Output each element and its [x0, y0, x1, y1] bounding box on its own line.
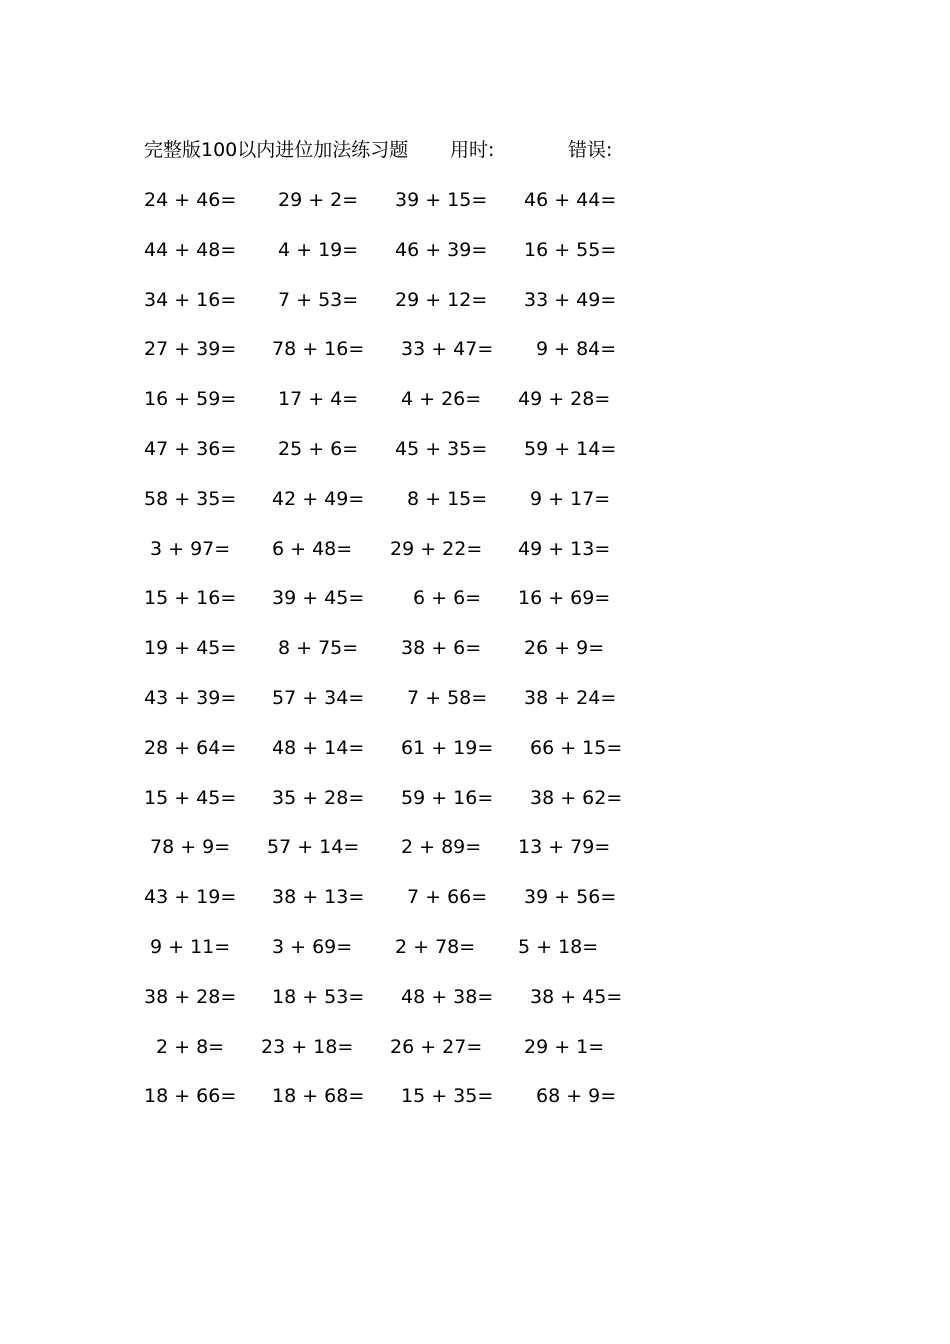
addition-problem: 6 + 6= [413, 587, 482, 610]
addition-problem: 4 + 19= [278, 238, 359, 261]
addition-problem: 24 + 46= [144, 189, 237, 211]
addition-problem: 29 + 2= [278, 189, 359, 211]
addition-problem: 7 + 58= [407, 686, 488, 709]
addition-problem: 16 + 69= [518, 587, 611, 610]
problem-row [0, 286, 950, 336]
addition-problem: 38 + 24= [524, 686, 617, 709]
addition-problem: 2 + 78= [395, 935, 476, 958]
problem-row [0, 883, 950, 933]
problem-row [0, 485, 950, 535]
addition-problem: 49 + 13= [518, 537, 611, 560]
addition-problem: 2 + 89= [401, 836, 482, 859]
addition-problem: 3 + 97= [150, 537, 231, 560]
addition-problem: 57 + 34= [272, 686, 365, 709]
problem-row [0, 634, 950, 684]
problem-row [0, 833, 950, 883]
addition-problem: 34 + 16= [144, 288, 237, 311]
addition-problem: 78 + 16= [272, 338, 365, 361]
addition-problem: 28 + 64= [144, 736, 237, 759]
problem-row [0, 385, 950, 435]
problem-row [0, 734, 950, 784]
addition-problem: 9 + 84= [536, 338, 617, 361]
addition-problem: 29 + 22= [390, 537, 483, 560]
addition-problem: 8 + 75= [278, 637, 359, 660]
addition-problem: 15 + 35= [401, 1085, 494, 1108]
addition-problem: 13 + 79= [518, 836, 611, 859]
addition-problem: 2 + 8= [156, 1035, 225, 1058]
addition-problem: 7 + 66= [407, 886, 488, 909]
addition-problem: 38 + 28= [144, 985, 237, 1008]
addition-problem: 18 + 66= [144, 1085, 237, 1108]
time-used-label: 用时: [450, 139, 495, 161]
problem-row [0, 1033, 950, 1083]
addition-problem: 45 + 35= [395, 437, 488, 460]
problem-row [0, 335, 950, 385]
addition-problem: 9 + 17= [530, 487, 611, 510]
addition-problem: 44 + 48= [144, 238, 237, 261]
addition-problem: 6 + 48= [272, 537, 353, 560]
addition-problem: 38 + 45= [530, 985, 623, 1008]
addition-problem: 29 + 1= [524, 1035, 605, 1058]
addition-problem: 23 + 18= [261, 1035, 354, 1058]
addition-problem: 18 + 53= [272, 985, 365, 1008]
problem-row [0, 1082, 950, 1132]
problem-row [0, 933, 950, 983]
addition-problem: 7 + 53= [278, 288, 359, 311]
addition-problem: 43 + 39= [144, 686, 237, 709]
addition-problem: 39 + 56= [524, 886, 617, 909]
problem-row [0, 236, 950, 286]
addition-problem: 38 + 6= [401, 637, 482, 660]
addition-problem: 42 + 49= [272, 487, 365, 510]
addition-problem: 15 + 16= [144, 587, 237, 610]
addition-problem: 58 + 35= [144, 487, 237, 510]
addition-problem: 48 + 14= [272, 736, 365, 759]
worksheet-title: 完整版100以内进位加法练习题 [144, 139, 409, 161]
addition-problem: 68 + 9= [536, 1085, 617, 1108]
addition-problem: 8 + 15= [407, 487, 488, 510]
addition-problem: 16 + 55= [524, 238, 617, 261]
addition-problem: 57 + 14= [267, 836, 360, 859]
addition-problem: 16 + 59= [144, 388, 237, 411]
problem-row [0, 684, 950, 734]
addition-problem: 18 + 68= [272, 1085, 365, 1108]
addition-problem: 39 + 45= [272, 587, 365, 610]
problem-row [0, 186, 950, 236]
addition-problem: 59 + 16= [401, 786, 494, 809]
addition-problem: 46 + 44= [524, 189, 617, 211]
addition-problem: 33 + 47= [401, 338, 494, 361]
addition-problem: 15 + 45= [144, 786, 237, 809]
addition-problem: 26 + 27= [390, 1035, 483, 1058]
addition-problem: 43 + 19= [144, 886, 237, 909]
error-count-label: 错误: [568, 139, 613, 161]
addition-problem: 25 + 6= [278, 437, 359, 460]
addition-problem: 29 + 12= [395, 288, 488, 311]
problem-row [0, 535, 950, 585]
addition-problem: 49 + 28= [518, 388, 611, 411]
addition-problem: 38 + 13= [272, 886, 365, 909]
problem-row [0, 784, 950, 834]
addition-problem: 46 + 39= [395, 238, 488, 261]
addition-problem: 17 + 4= [278, 388, 359, 411]
addition-problem: 78 + 9= [150, 836, 231, 859]
addition-problem: 39 + 15= [395, 189, 488, 211]
addition-problem: 33 + 49= [524, 288, 617, 311]
addition-problem: 3 + 69= [272, 935, 353, 958]
problem-row [0, 435, 950, 485]
addition-problem: 48 + 38= [401, 985, 494, 1008]
addition-problem: 9 + 11= [150, 935, 231, 958]
addition-problem: 61 + 19= [401, 736, 494, 759]
addition-problem: 27 + 39= [144, 338, 237, 361]
addition-problem: 38 + 62= [530, 786, 623, 809]
addition-problem: 66 + 15= [530, 736, 623, 759]
addition-problem: 59 + 14= [524, 437, 617, 460]
problem-row [0, 584, 950, 634]
addition-problem: 19 + 45= [144, 637, 237, 660]
problem-grid [0, 186, 950, 1132]
addition-problem: 47 + 36= [144, 437, 237, 460]
problem-row [0, 983, 950, 1033]
addition-problem: 35 + 28= [272, 786, 365, 809]
addition-problem: 5 + 18= [518, 935, 599, 958]
addition-problem: 26 + 9= [524, 637, 605, 660]
addition-problem: 4 + 26= [401, 388, 482, 411]
